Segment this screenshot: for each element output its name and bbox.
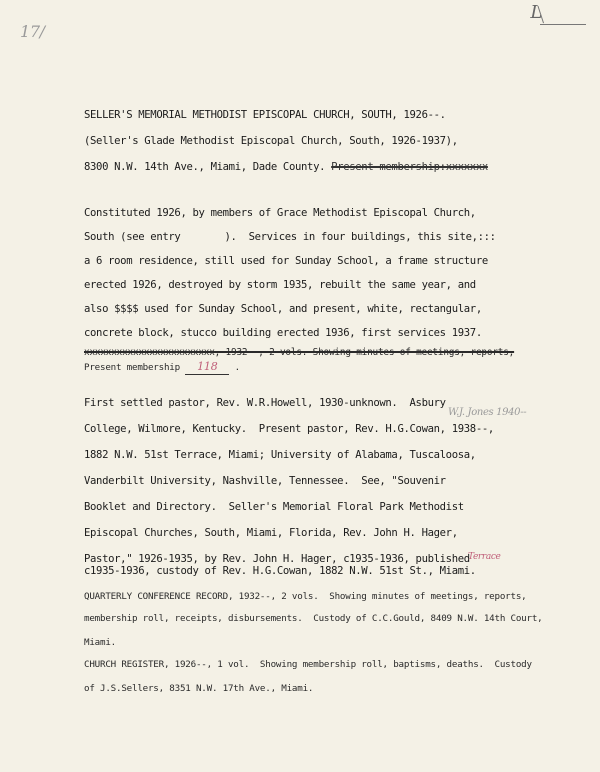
para2-line-8: c1935-1936, custody of Rev. H.G.Cowan, 1882 N.W. 51st St., Miami. xyxy=(84,565,476,577)
heading-line-2: (Seller's Glade Methodist Episcopal Church, South, 1926-1937), xyxy=(84,135,458,147)
terrace-annotation: Terrace xyxy=(468,552,501,562)
para2-line-1: First settled pastor, Rev. W.R.Howell, 1930-unknown. Asbury xyxy=(84,397,446,409)
records-line-1: QUARTERLY CONFERENCE RECORD, 1932--, 2 vols. Showing minutes of meetings, reports, xyxy=(84,591,527,602)
membership-label: Present membership xyxy=(84,362,180,373)
pastor-annotation: W.J. Jones 1940-- xyxy=(448,407,527,418)
records-line-3: Miami. xyxy=(84,637,116,648)
check-mark-icon xyxy=(540,8,586,25)
membership-line: Present membership 118 . xyxy=(84,360,240,373)
top-left-scribble: 17/ xyxy=(20,22,45,41)
records-line-5: of J.S.Sellers, 8351 N.W. 17th Ave., Miami. xyxy=(84,683,314,694)
records-line-4: CHURCH REGISTER, 1926--, 1 vol. Showing membership roll, baptisms, deaths. Custody xyxy=(84,659,532,670)
heading-line-3 xyxy=(84,160,488,174)
para1-line-4: erected 1926, destroyed by storm 1935, rebuilt the same year, and xyxy=(84,279,476,291)
para2-line-2: College, Wilmore, Kentucky. Present pastor, Rev. H.G.Cowan, 1938--, xyxy=(84,423,494,435)
para1-line-1: Constituted 1926, by members of Grace Methodist Episcopal Church, xyxy=(84,207,476,219)
para2-line-5: Booklet and Directory. Seller's Memorial Floral Park Methodist xyxy=(84,501,464,513)
para1-line-5: also $$$$ used for Sunday School, and present, white, rectangular, xyxy=(84,303,482,315)
para1-line-6: concrete block, stucco building erected 1936, first services 1937. xyxy=(84,327,482,339)
struck-line: xxxxxxxxxxxxxxxxxxxxxxxx, 1932--, 2 vols. Showing minutes of meetings, reports, xyxy=(84,347,515,358)
para1-line-2a: South (see entry xyxy=(84,231,181,243)
struck-membership: Present membership:xxxxxxx xyxy=(331,161,488,173)
para2-line-4: Vanderbilt University, Nashville, Tennessee. See, "Souvenir xyxy=(84,475,446,487)
para1-line-3: a 6 room residence, still used for Sunday School, a frame structure xyxy=(84,255,488,267)
para1-line-2b: ). Services in four buildings, this site,::: xyxy=(224,231,496,243)
top-right-mark: L xyxy=(530,2,542,23)
membership-value: 118 xyxy=(185,360,229,375)
heading-line-1: SELLER'S MEMORIAL METHODIST EPISCOPAL CHURCH, SOUTH, 1926--. xyxy=(84,109,446,121)
address-text: 8300 N.W. 14th Ave., Miami, Dade County. xyxy=(84,161,326,173)
para2-line-3: 1882 N.W. 51st Terrace, Miami; University of Alabama, Tuscaloosa, xyxy=(84,449,476,461)
records-line-2: membership roll, receipts, disbursements. Custody of C.C.Gould, 8409 N.W. 14th Court, xyxy=(84,613,543,624)
para2-line-6: Episcopal Churches, South, Miami, Florida, Rev. John H. Hager, xyxy=(84,527,458,539)
para2-line-7: Pastor," 1926-1935, by Rev. John H. Hager, c1935-1936, published xyxy=(84,553,470,565)
para1-line-2 xyxy=(84,230,496,244)
